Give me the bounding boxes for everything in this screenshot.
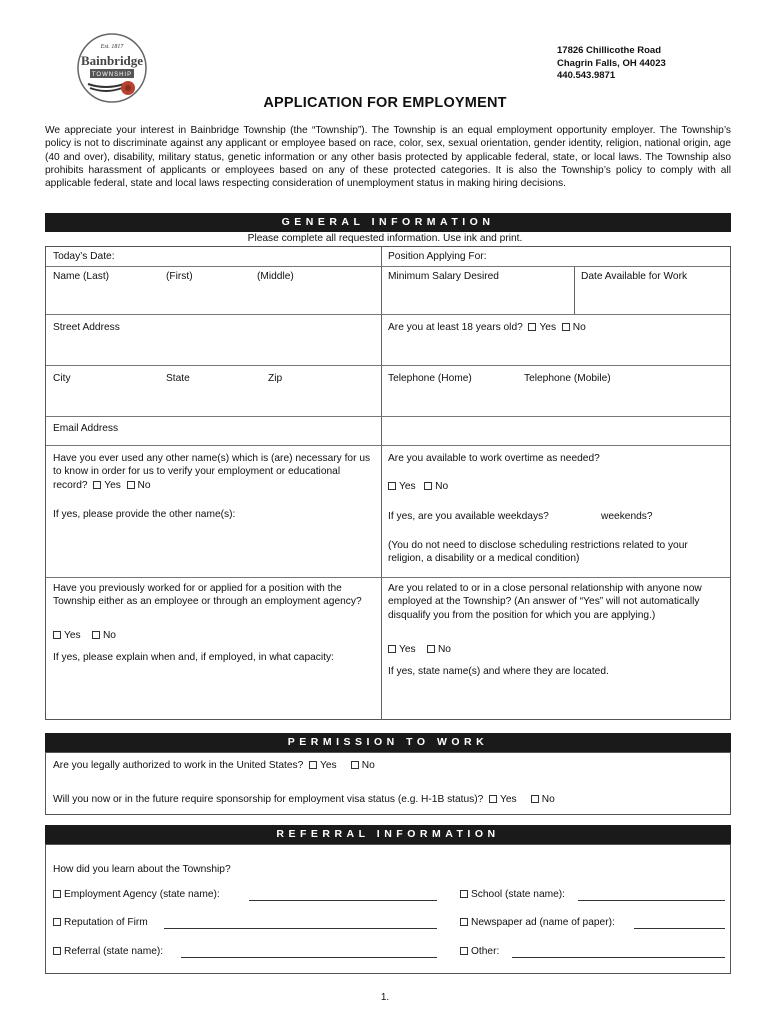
other-names-field[interactable]: If yes, please provide the other name(s): (53, 509, 236, 520)
other-checkbox[interactable] (460, 947, 468, 955)
logo-est: Est. 1817 (100, 44, 124, 50)
previous-work-no-checkbox[interactable] (92, 631, 100, 639)
logo-sub: TOWNSHIP (91, 72, 133, 78)
overtime-no-label: No (435, 481, 449, 492)
school-label: School (state name): (471, 889, 565, 900)
referral-option (53, 945, 163, 958)
reputation-line[interactable] (164, 928, 437, 929)
related-options (388, 643, 451, 656)
telephone-home-field[interactable]: Telephone (Home) (388, 373, 472, 384)
weekends-field[interactable]: weekends? (601, 511, 653, 522)
page-number: 1. (380, 992, 390, 1003)
other-names-yes-label: Yes (104, 479, 121, 491)
school-line[interactable] (578, 900, 725, 901)
sponsorship-yes-checkbox[interactable] (489, 795, 497, 803)
other-names-question-text: Have you ever used any other name(s) which is (are) necessary for us to know in order for us to verify your employment or educational record? (53, 453, 371, 491)
email-field[interactable]: Email Address (53, 423, 119, 434)
sponsorship-no-label: No (541, 794, 555, 805)
zip-field[interactable]: Zip (268, 373, 283, 384)
agency-option (53, 888, 220, 901)
agency-label: Employment Agency (state name): (64, 889, 220, 900)
overtime-question: Are you available to work overtime as needed? (388, 453, 600, 464)
name-last-field[interactable]: Name (Last) (53, 271, 110, 282)
overtime-no-checkbox[interactable] (424, 482, 432, 490)
age-no-checkbox[interactable] (562, 323, 570, 331)
agency-checkbox[interactable] (53, 890, 61, 898)
sponsorship-question (53, 793, 555, 806)
schedule-note: (You do not need to disclose scheduling restrictions related to your religion, a disability or a medical condition) (388, 540, 688, 565)
age-no-label: No (572, 322, 586, 333)
authorized-no-label: No (361, 760, 375, 771)
overtime-yes-label: Yes (399, 481, 416, 492)
todays-date-field[interactable]: Today’s Date: (53, 251, 115, 262)
date-available-field[interactable]: Date Available for Work (581, 271, 688, 282)
previous-work-yes-label: Yes (64, 630, 81, 641)
agency-line[interactable] (249, 900, 437, 901)
other-label: Other: (471, 946, 500, 957)
previous-work-explain-field[interactable]: If yes, please explain when and, if employed, in what capacity: (53, 652, 334, 663)
permission-to-work-table (45, 752, 731, 815)
sponsorship-question-text: Will you now or in the future require sponsorship for employment visa status (e.g. H-1B status)? (53, 794, 484, 805)
school-option (460, 888, 565, 901)
address-block (557, 45, 666, 83)
city-field[interactable]: City (53, 373, 71, 384)
position-applying-field[interactable]: Position Applying For: (388, 251, 487, 262)
newspaper-option (460, 916, 615, 929)
other-names-no-checkbox[interactable] (127, 481, 135, 489)
newspaper-label: Newspaper ad (name of paper): (471, 917, 615, 928)
other-line[interactable] (512, 957, 725, 958)
other-names-yes-checkbox[interactable] (93, 481, 101, 489)
reputation-option (53, 916, 148, 929)
age-question (388, 321, 586, 334)
newspaper-line[interactable] (634, 928, 725, 929)
permission-to-work-header: PERMISSION TO WORK (45, 733, 731, 752)
newspaper-checkbox[interactable] (460, 918, 468, 926)
school-checkbox[interactable] (460, 890, 468, 898)
referral-information-header: REFERRAL INFORMATION (45, 825, 731, 844)
referral-label: Referral (state name): (64, 946, 164, 957)
referral-information-table (45, 844, 731, 974)
related-no-checkbox[interactable] (427, 645, 435, 653)
overtime-options (388, 480, 448, 493)
authorized-question-text: Are you legally authorized to work in the United States? (53, 760, 304, 771)
related-yes-checkbox[interactable] (388, 645, 396, 653)
referral-question: How did you learn about the Township? (53, 864, 231, 875)
related-yes-label: Yes (399, 644, 416, 655)
authorized-yes-checkbox[interactable] (309, 761, 317, 769)
address-phone: 440.543.9871 (557, 70, 616, 81)
previous-work-no-label: No (102, 630, 116, 641)
other-option (460, 945, 499, 958)
sponsorship-yes-label: Yes (500, 794, 517, 805)
previous-work-yes-checkbox[interactable] (53, 631, 61, 639)
overtime-yes-checkbox[interactable] (388, 482, 396, 490)
reputation-label: Reputation of Firm (64, 917, 148, 928)
related-no-label: No (437, 644, 451, 655)
page-title: APPLICATION FOR EMPLOYMENT (263, 95, 507, 111)
age-yes-checkbox[interactable] (528, 323, 536, 331)
related-names-field[interactable]: If yes, state name(s) and where they are located. (388, 666, 609, 677)
min-salary-field[interactable]: Minimum Salary Desired (388, 271, 499, 282)
name-first-field[interactable]: (First) (166, 271, 193, 282)
general-information-table (45, 246, 731, 720)
related-question: Are you related to or in a close personal relationship with anyone now employed at the Township? (An answer of “Yes” will not automatically disqualify you from the position for which you are applying.) (388, 583, 702, 621)
address-line-1: 17826 Chillicothe Road (557, 45, 662, 56)
street-address-field[interactable]: Street Address (53, 322, 120, 333)
township-logo (76, 32, 148, 104)
telephone-mobile-field[interactable]: Telephone (Mobile) (524, 373, 611, 384)
authorized-no-checkbox[interactable] (351, 761, 359, 769)
state-field[interactable]: State (166, 373, 190, 384)
authorized-question (53, 759, 375, 772)
sponsorship-no-checkbox[interactable] (531, 795, 539, 803)
intro-paragraph: We appreciate your interest in Bainbridge Township (the “Township”). The Township is an equal employment opportunity employer. The Township’s policy is not to discriminate against any applicant or employee based on race, color, sex, sexual orientation, gender identity, religion, national origin, age (40 and over), disability, military status, genetic information or any other basis protected by applicable federal, state, or local laws. The Township also prohibits harassment of applicants or employees based on any of these protected categories. It is also the Township’s policy to comply with all applicable federal, state and local laws respecting consideration of unemployment status in making hiring decisions. (45, 125, 731, 190)
other-names-no-label: No (137, 479, 151, 491)
previous-work-question: Have you previously worked for or applied for a position with the Township either as an employee or through an employment agency? (53, 583, 362, 608)
referral-checkbox[interactable] (53, 947, 61, 955)
weekdays-field[interactable]: If yes, are you available weekdays? (388, 511, 549, 522)
authorized-yes-label: Yes (319, 760, 337, 771)
general-information-header: GENERAL INFORMATION (45, 213, 731, 232)
age-question-text: Are you at least 18 years old? (388, 322, 523, 333)
address-line-2: Chagrin Falls, OH 44023 (557, 57, 666, 69)
age-yes-label: Yes (539, 322, 557, 333)
previous-work-options (53, 629, 116, 642)
name-middle-field[interactable]: (Middle) (257, 271, 294, 282)
logo-name: Bainbridge (80, 53, 144, 68)
other-names-question (53, 452, 375, 492)
reputation-checkbox[interactable] (53, 918, 61, 926)
referral-line[interactable] (181, 957, 437, 958)
general-instruction: Please complete all requested information. Use ink and print. (247, 233, 523, 244)
